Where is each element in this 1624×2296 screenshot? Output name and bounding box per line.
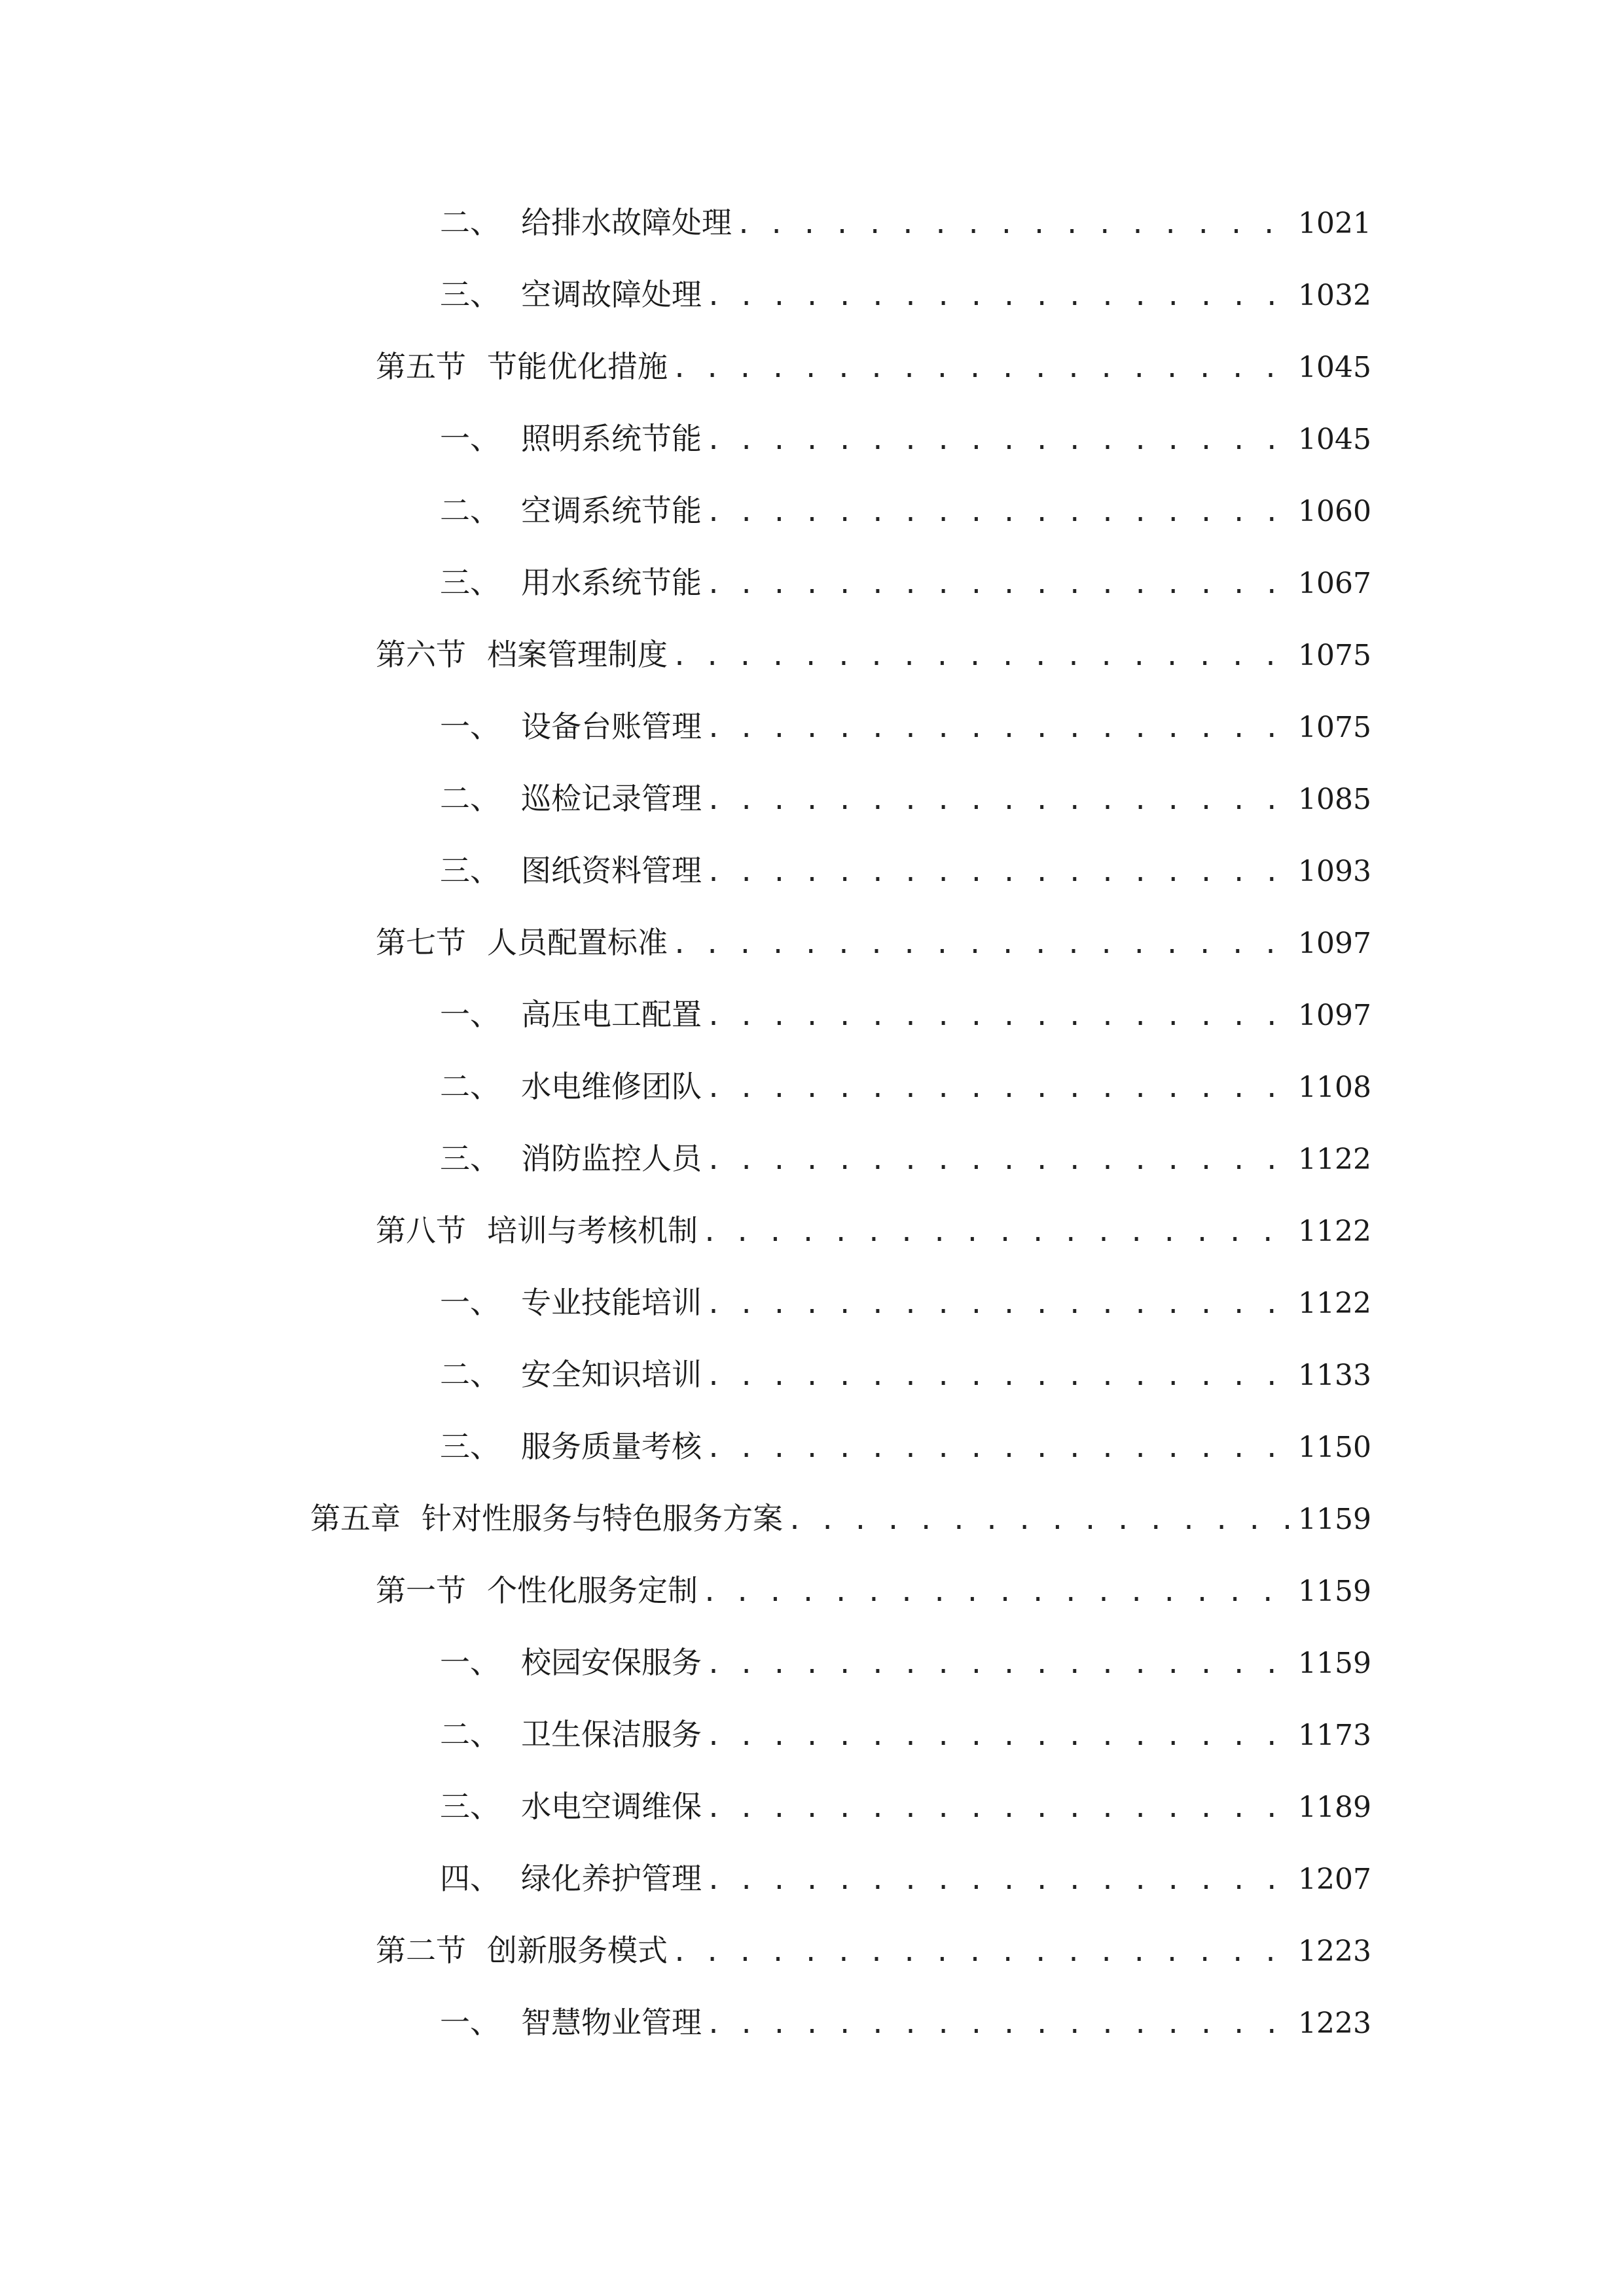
toc-entry-page-number: 1159 bbox=[1298, 1647, 1371, 1680]
toc-entry-title: 创新服务模式 bbox=[487, 1933, 668, 1968]
toc-entry[interactable] bbox=[440, 700, 1371, 753]
toc-entry-title: 节能优化措施 bbox=[487, 349, 668, 384]
toc-entry-title: 巡检记录管理 bbox=[521, 781, 702, 816]
toc-entry-number: 一、 bbox=[440, 1285, 500, 1320]
dot-leader bbox=[672, 342, 1291, 395]
dot-leader bbox=[706, 1062, 1291, 1115]
toc-entry[interactable] bbox=[440, 412, 1371, 465]
toc-entry-page-number: 1021 bbox=[1298, 207, 1371, 240]
toc-entry[interactable] bbox=[376, 1204, 1371, 1257]
dot-leader bbox=[706, 1422, 1291, 1475]
toc-entry[interactable] bbox=[440, 484, 1371, 537]
toc-entry-title: 消防监控人员 bbox=[521, 1141, 702, 1176]
toc-entry[interactable] bbox=[440, 1132, 1371, 1185]
toc-entry-number: 第七节 bbox=[376, 925, 466, 960]
toc-entry-page-number: 1075 bbox=[1298, 711, 1371, 744]
toc-entry-page-number: 1207 bbox=[1298, 1863, 1371, 1896]
toc-entry[interactable] bbox=[440, 988, 1371, 1041]
toc-entry-number: 二、 bbox=[440, 1069, 500, 1104]
toc-entry-title: 培训与考核机制 bbox=[487, 1213, 698, 1248]
dot-leader bbox=[706, 1278, 1291, 1331]
toc-entry-page-number: 1173 bbox=[1298, 1719, 1371, 1752]
toc-entry-page-number: 1159 bbox=[1298, 1575, 1371, 1608]
toc-entry-page-number: 1189 bbox=[1298, 1791, 1371, 1824]
toc-entry[interactable] bbox=[440, 772, 1371, 825]
toc-entry-number: 一、 bbox=[440, 709, 500, 744]
toc-entry-page-number: 1045 bbox=[1298, 423, 1371, 456]
toc-entry-page-number: 1122 bbox=[1298, 1287, 1371, 1320]
toc-entry-page-number: 1133 bbox=[1298, 1359, 1371, 1392]
toc-entry-number: 三、 bbox=[440, 853, 500, 888]
dot-leader bbox=[706, 1350, 1291, 1403]
toc-entry-title: 服务质量考核 bbox=[521, 1429, 702, 1464]
toc-entry[interactable] bbox=[440, 196, 1371, 249]
toc-entry-number: 第八节 bbox=[376, 1213, 466, 1248]
toc-entry-number: 第一节 bbox=[376, 1573, 466, 1608]
toc-entry-title: 档案管理制度 bbox=[487, 637, 668, 672]
dot-leader bbox=[706, 1854, 1291, 1907]
toc-entry-page-number: 1093 bbox=[1298, 855, 1371, 888]
toc-entry-title: 空调系统节能 bbox=[521, 493, 702, 528]
dot-leader bbox=[706, 270, 1291, 323]
toc-entry-page-number: 1108 bbox=[1298, 1071, 1371, 1104]
dot-leader bbox=[706, 1710, 1291, 1763]
toc-entry-number: 四、 bbox=[440, 1861, 500, 1896]
toc-entry[interactable] bbox=[440, 1060, 1371, 1113]
toc-entry-title: 水电空调维保 bbox=[521, 1789, 702, 1824]
toc-entry-number: 二、 bbox=[440, 781, 500, 816]
dot-leader bbox=[706, 1782, 1291, 1835]
toc-entry-page-number: 1223 bbox=[1298, 1935, 1371, 1968]
dot-leader bbox=[706, 414, 1291, 467]
toc-entry-title: 智慧物业管理 bbox=[521, 2005, 702, 2040]
dot-leader bbox=[672, 918, 1291, 971]
toc-entry-page-number: 1122 bbox=[1298, 1143, 1371, 1176]
toc-entry[interactable] bbox=[376, 916, 1371, 969]
toc-entry[interactable] bbox=[440, 1636, 1371, 1689]
toc-entry-number: 第五章 bbox=[310, 1501, 401, 1536]
toc-entry-page-number: 1097 bbox=[1298, 999, 1371, 1032]
toc-entry-page-number: 1097 bbox=[1298, 927, 1371, 960]
toc-entry-title: 设备台账管理 bbox=[521, 709, 702, 744]
dot-leader bbox=[736, 198, 1291, 251]
toc-entry-number: 第二节 bbox=[376, 1933, 466, 1968]
dot-leader bbox=[706, 1998, 1291, 2051]
toc-entry-page-number: 1032 bbox=[1298, 279, 1371, 312]
toc-entry-title: 图纸资料管理 bbox=[521, 853, 702, 888]
toc-entry-number: 一、 bbox=[440, 421, 500, 456]
toc-entry[interactable] bbox=[440, 1276, 1371, 1329]
dot-leader bbox=[672, 1926, 1291, 1979]
dot-leader bbox=[706, 990, 1291, 1043]
toc-entry-number: 三、 bbox=[440, 1429, 500, 1464]
toc-entry-number: 第六节 bbox=[376, 637, 466, 672]
toc-entry[interactable] bbox=[440, 1708, 1371, 1761]
toc-entry-number: 二、 bbox=[440, 1357, 500, 1392]
toc-entry[interactable] bbox=[310, 1492, 1371, 1545]
toc-entry-title: 给排水故障处理 bbox=[521, 205, 732, 240]
toc-entry-number: 二、 bbox=[440, 493, 500, 528]
dot-leader bbox=[706, 1134, 1291, 1187]
toc-entry-title: 用水系统节能 bbox=[521, 565, 702, 600]
toc-entry-number: 三、 bbox=[440, 1141, 500, 1176]
toc-entry-title: 个性化服务定制 bbox=[487, 1573, 698, 1608]
dot-leader bbox=[702, 1566, 1291, 1619]
toc-entry-title: 水电维修团队 bbox=[521, 1069, 702, 1104]
toc-entry-number: 二、 bbox=[440, 1717, 500, 1752]
toc-entry-number: 一、 bbox=[440, 997, 500, 1032]
toc-entry[interactable] bbox=[440, 1780, 1371, 1833]
dot-leader bbox=[706, 702, 1291, 755]
toc-entry[interactable] bbox=[440, 1348, 1371, 1401]
dot-leader bbox=[706, 846, 1291, 899]
toc-entry-title: 绿化养护管理 bbox=[521, 1861, 702, 1896]
toc-entry-page-number: 1122 bbox=[1298, 1215, 1371, 1248]
toc-entry[interactable] bbox=[440, 1852, 1371, 1905]
toc-entry[interactable] bbox=[440, 268, 1371, 321]
toc-entry[interactable] bbox=[440, 556, 1371, 609]
dot-leader bbox=[702, 1206, 1291, 1259]
toc-entry-number: 三、 bbox=[440, 565, 500, 600]
toc-entry-number: 一、 bbox=[440, 2005, 500, 2040]
toc-entry[interactable] bbox=[440, 1996, 1371, 2049]
toc-entry[interactable] bbox=[376, 1564, 1371, 1617]
toc-entry-title: 人员配置标准 bbox=[487, 925, 668, 960]
dot-leader bbox=[706, 558, 1291, 611]
toc-entry-title: 照明系统节能 bbox=[521, 421, 702, 456]
toc-entry-page-number: 1150 bbox=[1298, 1431, 1371, 1464]
dot-leader bbox=[706, 1638, 1291, 1691]
toc-entry-number: 二、 bbox=[440, 205, 500, 240]
dot-leader bbox=[672, 630, 1291, 683]
toc-entry-number: 一、 bbox=[440, 1645, 500, 1680]
toc-entry-number: 三、 bbox=[440, 1789, 500, 1824]
toc-entry-page-number: 1159 bbox=[1298, 1503, 1371, 1536]
toc-entry-number: 三、 bbox=[440, 277, 500, 312]
toc-entry-title: 空调故障处理 bbox=[521, 277, 702, 312]
toc-entry-title: 针对性服务与特色服务方案 bbox=[422, 1501, 783, 1536]
toc-entry-page-number: 1075 bbox=[1298, 639, 1371, 672]
toc-entry-page-number: 1060 bbox=[1298, 495, 1371, 528]
toc-entry-title: 安全知识培训 bbox=[521, 1357, 702, 1392]
toc-entry-number: 第五节 bbox=[376, 349, 466, 384]
dot-leader bbox=[787, 1494, 1291, 1547]
toc-entry[interactable] bbox=[376, 1924, 1371, 1977]
toc-entry[interactable] bbox=[376, 340, 1371, 393]
toc-entry-title: 校园安保服务 bbox=[521, 1645, 702, 1680]
toc-entry-page-number: 1223 bbox=[1298, 2007, 1371, 2040]
toc-entry-title: 卫生保洁服务 bbox=[521, 1717, 702, 1752]
toc-entry-page-number: 1067 bbox=[1298, 567, 1371, 600]
toc-entry[interactable] bbox=[440, 844, 1371, 897]
toc-entry[interactable] bbox=[376, 628, 1371, 681]
toc-entry-title: 高压电工配置 bbox=[521, 997, 702, 1032]
toc-entry[interactable] bbox=[440, 1420, 1371, 1473]
dot-leader bbox=[706, 774, 1291, 827]
toc-entry-page-number: 1085 bbox=[1298, 783, 1371, 816]
toc-entry-title: 专业技能培训 bbox=[521, 1285, 702, 1320]
toc-entry-page-number: 1045 bbox=[1298, 351, 1371, 384]
dot-leader bbox=[706, 486, 1291, 539]
